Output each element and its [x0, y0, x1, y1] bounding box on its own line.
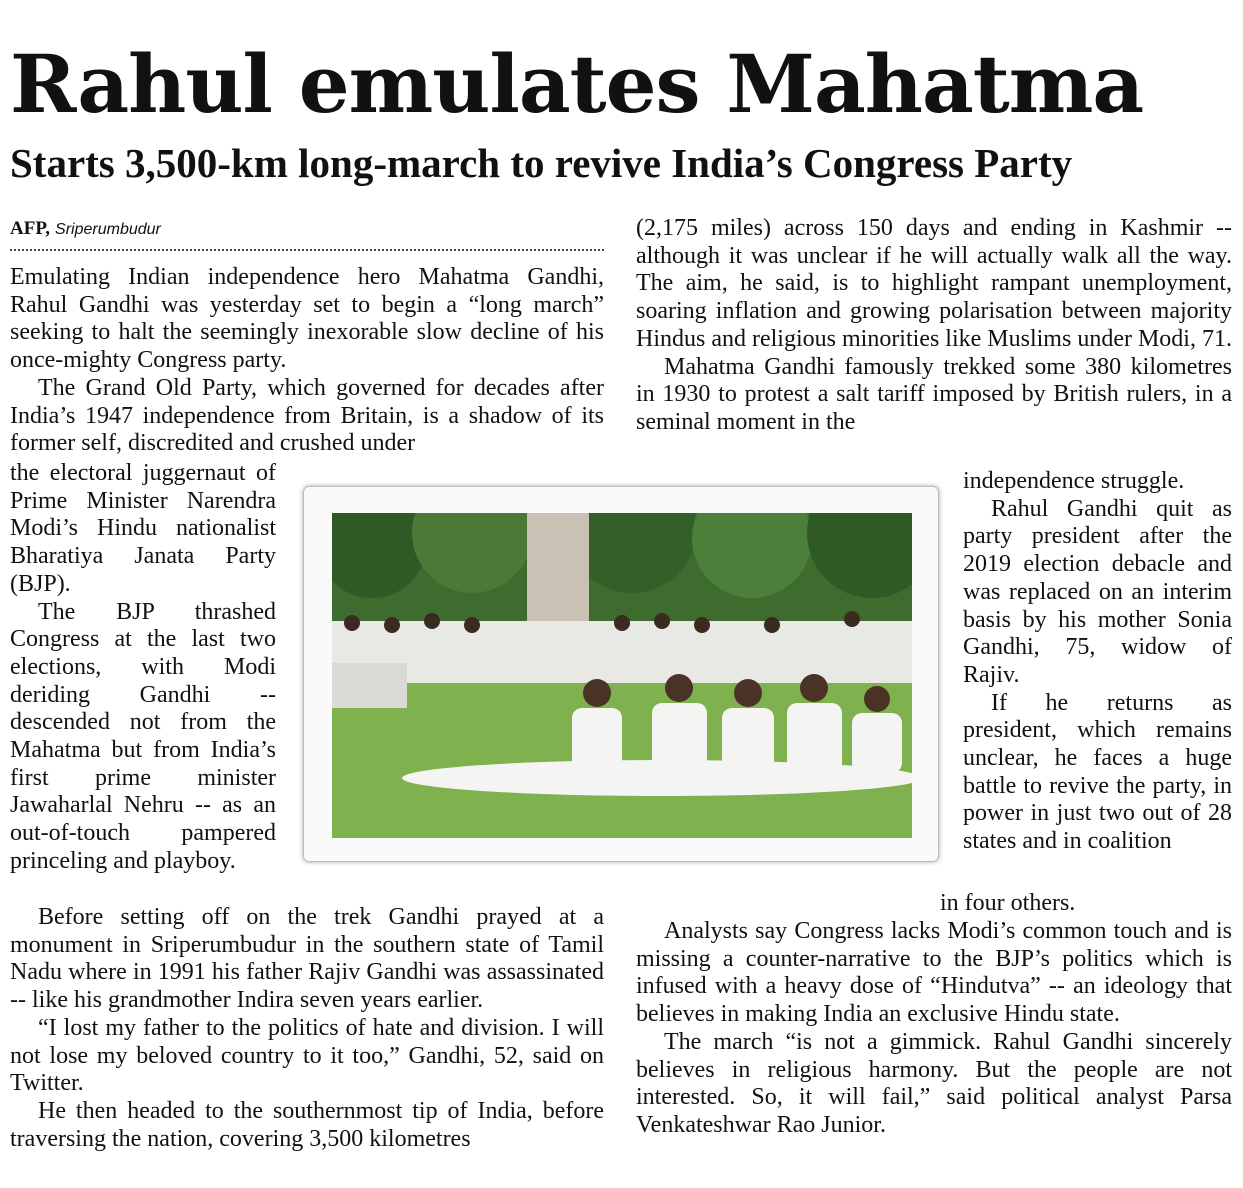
article-column-1-wrap — [10, 460, 276, 876]
paragraph: Before setting off on the trek Gandhi prayed at a monument in Sriperumbudur in the southern state of Tamil Nadu where in 1991 his father Rajiv Gandhi was assassinated -- like his grandmother Indira seven years earlier. — [10, 904, 604, 1014]
photo-frame — [303, 486, 939, 862]
paragraph: “I lost my father to the politics of hate and division. I will not lose my beloved country to it too,” Gandhi, 52, said on Twitter. — [10, 1014, 604, 1097]
article-column-1-top — [10, 264, 604, 458]
photo-illustration — [332, 513, 912, 838]
paragraph: Emulating Indian independence hero Mahatma Gandhi, Rahul Gandhi was yesterday set to begin a “long march” seeking to halt the seemingly inexorable slow decline of his once-mighty Congress party. — [10, 264, 604, 374]
article-column-2-bottom — [636, 918, 1232, 1140]
paragraph: in four others. — [940, 890, 1076, 916]
news-photo — [332, 513, 912, 838]
article-column-2-wrap-end — [940, 890, 1232, 918]
paragraph: The BJP thrashed Congress at the last two elections, with Modi deriding Gandhi -- descended not from the Mahatma but from India’s first prime minister Jawaharlal Nehru -- as an out-of-touch pampered princeling and playboy. — [10, 598, 276, 874]
byline-location: Sriperumbudur — [55, 221, 161, 238]
article-column-2-top — [636, 215, 1232, 437]
paragraph: Analysts say Congress lacks Modi’s common touch and is missing a counter-narrative to the BJP’s politics which is infused with a heavy dose of “Hindutva” -- an ideology that believes in making India an exclusive Hindu state. — [636, 918, 1232, 1028]
paragraph: the electoral juggernaut of Prime Minister Narendra Modi’s Hindu nationalist Bharatiya Janata Party (BJP). — [10, 460, 276, 597]
paragraph: Mahatma Gandhi famously trekked some 380 kilometres in 1930 to protest a salt tariff imposed by British rulers, in a seminal moment in the — [636, 353, 1232, 435]
paragraph: Rahul Gandhi quit as party president after the 2019 election debacle and was replaced on an interim basis by his mother Sonia Gandhi, 75, widow of Rajiv. — [963, 495, 1232, 688]
paragraph: He then headed to the southernmost tip of India, before traversing the nation, covering 3,500 kilometres — [10, 1097, 604, 1152]
article-column-2-wrap — [963, 468, 1232, 856]
subheadline: Starts 3,500-km long-march to revive India’s Congress Party — [10, 140, 1073, 186]
headline: Rahul emulates Mahatma — [10, 37, 1144, 131]
byline — [10, 218, 604, 251]
byline-agency: AFP, — [10, 218, 50, 239]
paragraph: If he returns as president, which remains unclear, he faces a huge battle to revive the party, in power in just two out of 28 states and in coalition — [963, 689, 1232, 855]
paragraph: The Grand Old Party, which governed for decades after India’s 1947 independence from Britain, is a shadow of its former self, discredited and crushed under — [10, 374, 604, 457]
paragraph: (2,175 miles) across 150 days and ending in Kashmir -- although it was unclear if he will actually walk all the way. The aim, he said, is to highlight rampant unemployment, soaring inflation and growing polarisation between majority Hindus and religious minorities like Muslims under Modi, 71. — [636, 215, 1232, 352]
paragraph: The march “is not a gimmick. Rahul Gandhi sincerely believes in religious harmony. But the people are not interested. So, it will fail,” said political analyst Parsa Venkateshwar Rao Junior. — [636, 1028, 1232, 1138]
paragraph: independence struggle. — [963, 468, 1185, 494]
article-column-1-bottom — [10, 904, 604, 1153]
